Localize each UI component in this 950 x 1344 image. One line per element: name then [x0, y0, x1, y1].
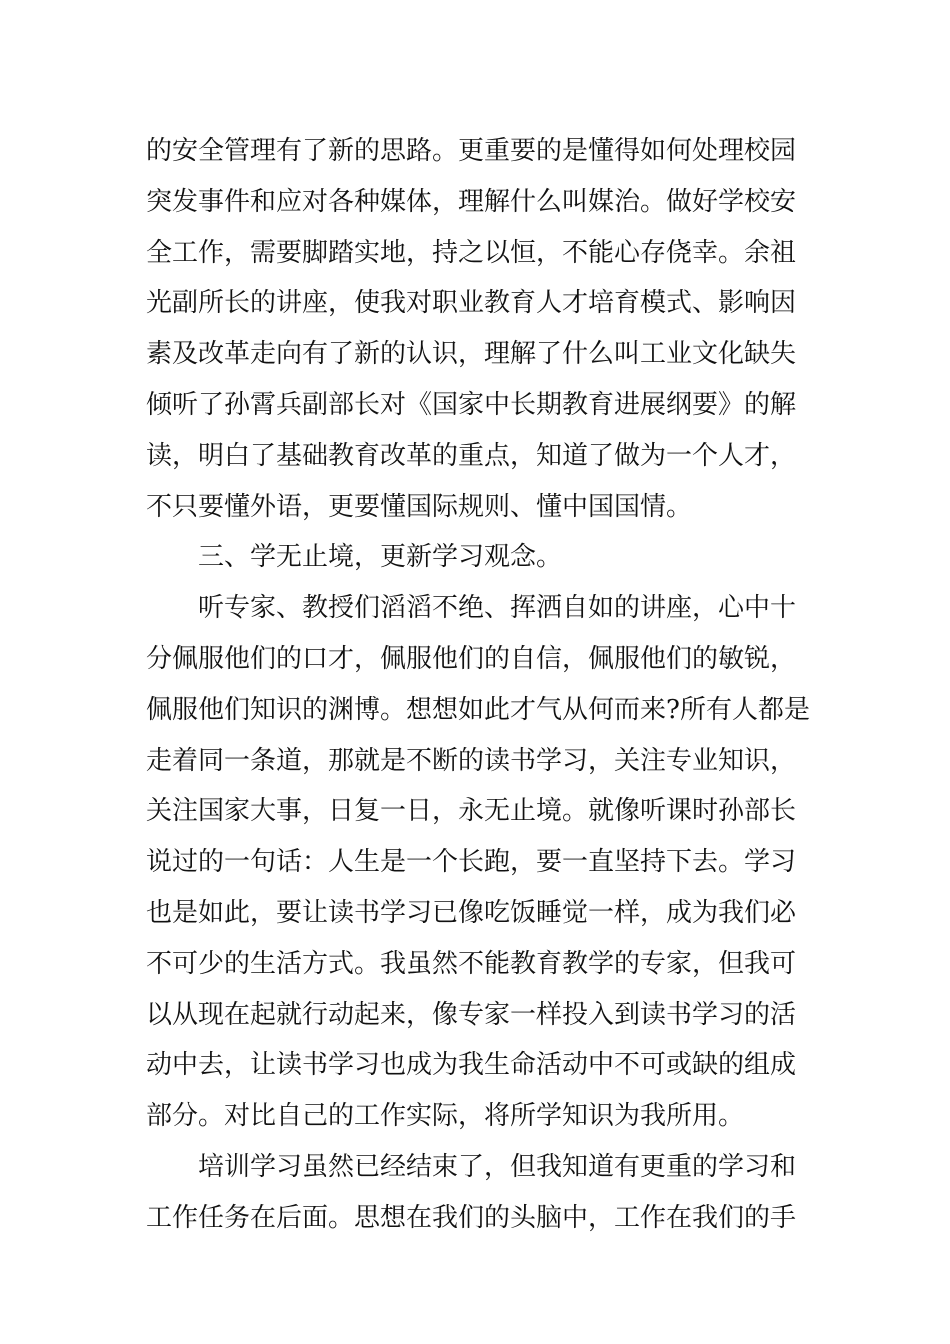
text-line: 说过的一句话：人生是一个长跑，要一直坚持下去。学习: [146, 847, 797, 878]
text-line: 三、学无止境，更新学习观念。: [198, 542, 563, 573]
text-line: 听专家、教授们滔滔不绝、挥洒自如的讲座，心中十: [198, 593, 797, 624]
text-line: 关注国家大事，日复一日，永无止境。就像听课时孙部长: [146, 796, 797, 827]
text-line: 突发事件和应对各种媒体，理解什么叫媒治。做好学校安: [146, 186, 797, 217]
text-line: 素及改革走向有了新的认识，理解了什么叫工业文化缺失: [146, 339, 797, 370]
text-line: 佩服他们知识的渊博。想想如此才气从何而来?所有人都是: [146, 694, 810, 725]
text-line: 的安全管理有了新的思路。更重要的是懂得如何处理校园: [146, 136, 797, 166]
text-line: 不可少的生活方式。我虽然不能教育教学的专家，但我可: [146, 948, 797, 979]
text-line: 读，明白了基础教育改革的重点，知道了做为一个人才，: [146, 440, 797, 471]
text-line: 全工作，需要脚踏实地，持之以恒，不能心存侥幸。余祖: [146, 237, 797, 268]
document-body: [146, 126, 816, 1244]
text-line: 工作任务在后面。思想在我们的头脑中，工作在我们的手: [146, 1202, 797, 1233]
text-line: 不只要懂外语，更要懂国际规则、懂中国国情。: [146, 491, 693, 522]
text-line: 部分。对比自己的工作实际，将所学知识为我所用。: [146, 1101, 745, 1132]
text-line: 培训学习虽然已经结束了，但我知道有更重的学习和: [198, 1151, 797, 1182]
text-line: 分佩服他们的口才，佩服他们的自信，佩服他们的敏锐，: [146, 643, 797, 674]
text-line: 光副所长的讲座，使我对职业教育人才培育模式、影响因: [146, 288, 797, 319]
text-line: 走着同一条道，那就是不断的读书学习，关注专业知识，: [146, 745, 797, 776]
text-line: 以从现在起就行动起来，像专家一样投入到读书学习的活: [146, 999, 797, 1030]
text-line: 倾听了孙霄兵副部长对《国家中长期教育进展纲要》的解: [146, 389, 797, 420]
text-line: 也是如此，要让读书学习已像吃饭睡觉一样，成为我们必: [146, 897, 797, 928]
text-line: 动中去，让读书学习也成为我生命活动中不可或缺的组成: [146, 1050, 797, 1081]
